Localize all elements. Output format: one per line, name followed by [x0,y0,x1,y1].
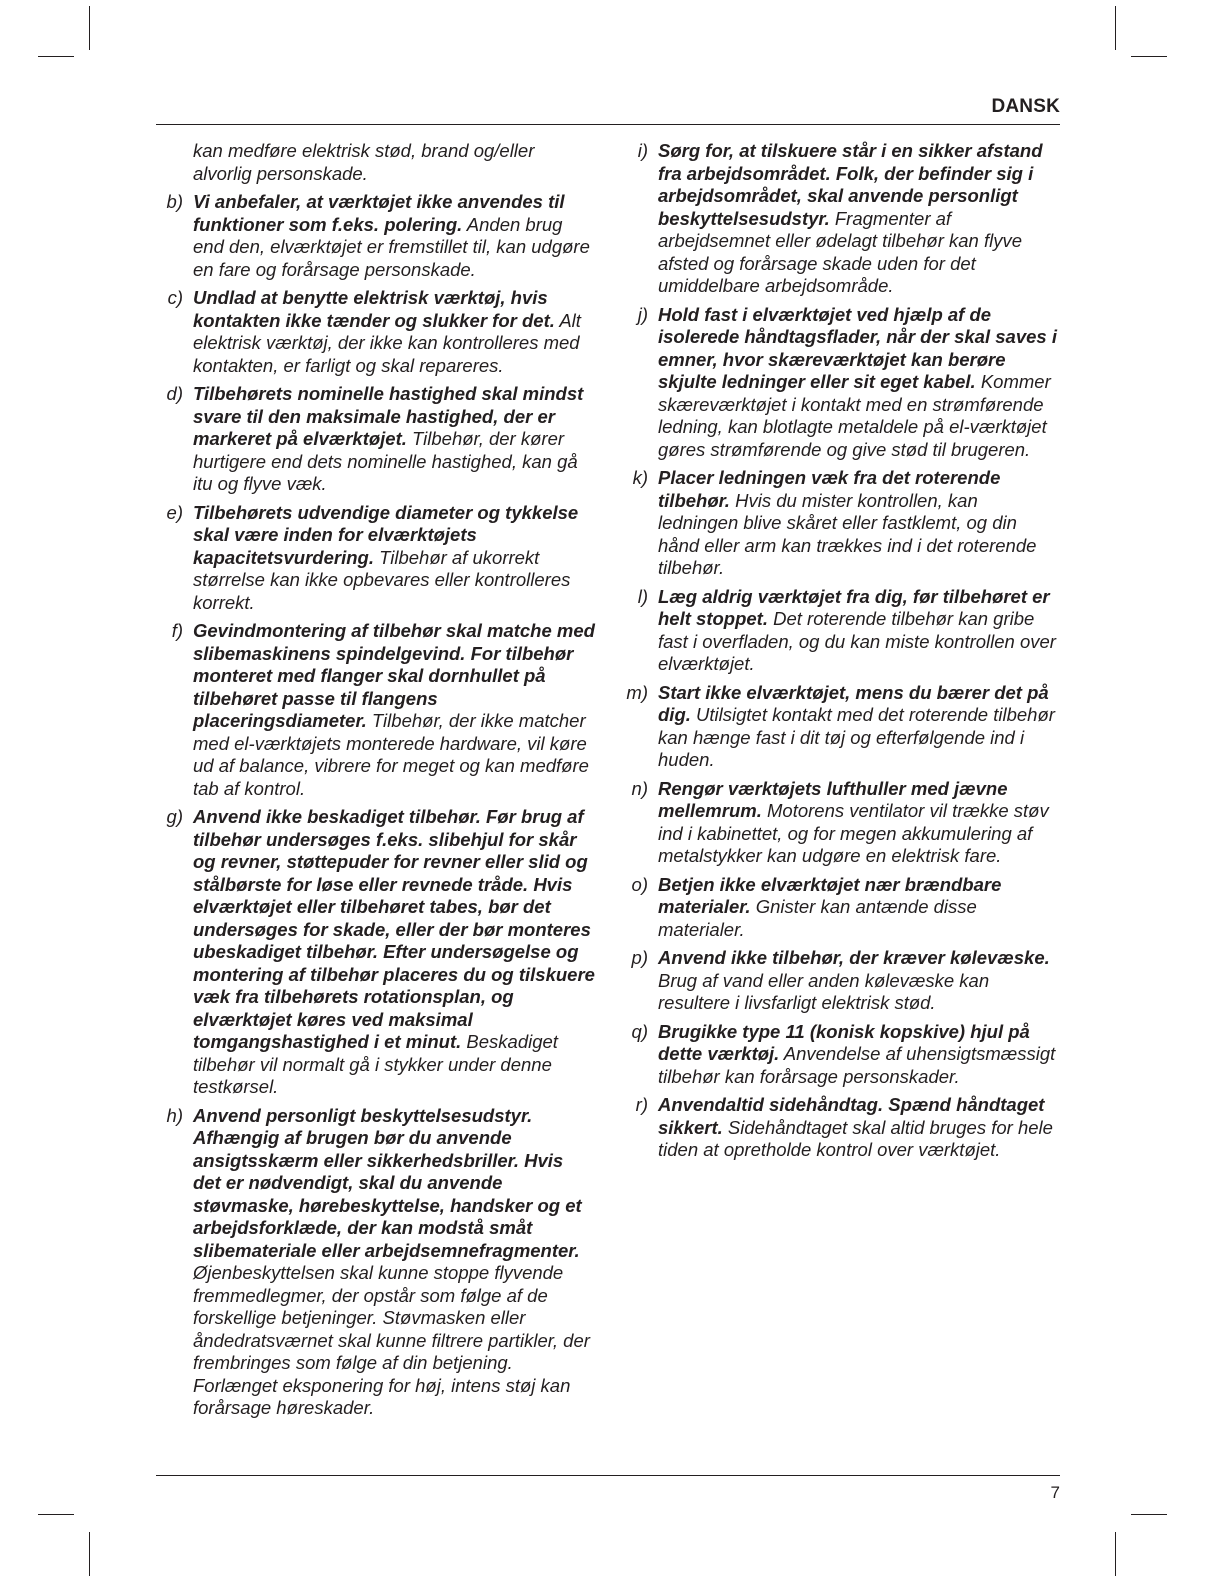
page-number: 7 [1050,1483,1060,1502]
item-marker: b) [166,191,183,212]
crop-mark [89,6,90,50]
item-normal-text: Motorens ventilator vil trække støv ind i kabinettet, og for megen akkumulering af metalstykker kan udgøre en elektrisk fare. [658,800,1049,866]
item-bold-text: Anvend ikke beskadiget tilbehør. Før brug af tilbehør undersøges f.eks. slibehjul for skår og revner, støttepuder for revner eller slid og stålbørste for løse eller revnede tråde. Hvis elværktøjet eller tilbehøret tabes, bør det undersøges for skade, eller der bør monteres ubeskadiget tilbehør. Efter undersøgelse og montering af tilbehør placeres du og tilskuere væk fra tilbehørets rotationsplan, og elværktøjet køres ved maksimal tomgangshastighed i et minut. [193,806,595,1052]
header-rule [156,124,1060,125]
crop-mark [1131,1514,1167,1515]
item-normal-text: Brug af vand eller anden kølevæske kan resultere i livsfarligt elektrisk stød. [658,969,990,1013]
item-normal-text: Gnister kan antænde disse materialer. [658,896,977,940]
item-marker: m) [626,681,648,703]
item-bold-text: Anvendaltid sidehåndtag. Spænd håndtaget sikkert. [658,1094,1045,1138]
item-bold-text: Placer ledningen væk fra det roterende tilbehør. [658,467,1001,511]
crop-mark [1131,56,1167,57]
item-bold-text: Tilbehørets udvendige diameter og tykkelse skal være inden for elværktøjets kapacitetsvurdering. [193,501,579,568]
item-normal-text: Tilbehør, der kører hurtigere end dets nominelle hastighed, kan gå itu og flyve væk. [193,428,578,494]
item-normal-text: Tilbehør, der ikke matcher med el-værktøjets monterede hardware, vil køre ud af balance, vibrere for meget og kan medføre tab af kontrol. [193,710,589,799]
item-bold-text: Rengør værktøjets lufthuller med jævne mellemrum. [658,777,1008,821]
item-marker: l) [637,585,648,607]
item-marker: c) [167,287,183,308]
item-marker: r) [635,1094,648,1115]
left-column [155,140,595,1426]
list-item [155,806,595,1099]
item-text [658,874,1060,942]
item-bold-text: Hold fast i elværktøjet ved hjælp af de isolerede håndtagsflader, når der skal saves i emner, hvor skæreværktøjet kan berøre skjulte ledninger eller sit eget kabel. [658,303,1057,392]
item-bold-text: Anvend ikke tilbehør, der kræver kølevæske. [658,947,1050,968]
item-normal-text: Sidehåndtaget skal altid bruges for hele tiden at opretholde kontrol over værktøjet. [658,1116,1053,1160]
item-marker: f) [171,620,183,641]
language-header: DANSK [991,96,1060,117]
item-text [658,1021,1060,1089]
list-item [620,1021,1060,1089]
item-text [658,467,1060,580]
item-bold-text: Gevindmontering af tilbehør skal matche med slibemaskinens spindelgevind. For tilbehør monteret med flanger skal dornhullet på tilbehøret passe til flangens placeringsdiameter. [193,620,595,731]
item-normal-text: Kommer skæreværktøjet i kontakt med en strømførende ledning, kan blotlagte metaldele på el-værktøjet gøres strømførende og give stød til brugeren. [658,371,1051,460]
item-bold-text: Læg aldrig værktøjet fra dig, før tilbehøret er helt stoppet. [658,585,1050,629]
list-item [620,304,1060,462]
right-column [620,140,1060,1168]
item-bold-text: Brugikke type 11 (konisk kopskive) hjul på dette værktøj. [658,1020,1030,1064]
item-marker: h) [166,1104,183,1126]
item-normal-text: Anden brug end den, elværktøjet er fremstillet til, kan udgøre en fare og forårsage personskade. [193,213,590,280]
list-item [620,140,1060,298]
item-marker: k) [632,467,648,488]
item-text [193,191,595,281]
item-normal-text: Fragmenter af arbejdsemnet eller ødelagt tilbehør kan flyve afsted og forårsage skade uden for det umiddelbare arbejdsområde. [658,207,1023,296]
item-bold-text: Sørg for, at tilskuere står i en sikker afstand fra arbejdsområdet. Folk, der befinder sig i arbejdsområdet, skal anvende personligt beskyttelsesudstyr. [658,140,1043,229]
item-text [658,304,1060,462]
item-text [658,586,1060,676]
list-item [155,191,595,281]
item-text [193,1105,595,1420]
item-marker: e) [166,501,183,523]
item-bold-text: Undlad at benytte elektrisk værktøj, hvis kontakten ikke tænder og slukker for det. [193,287,555,331]
item-normal-text: Beskadiget tilbehør vil normalt gå i stykker under denne testkørsel. [193,1031,558,1097]
crop-mark [89,1532,90,1576]
list-item [155,287,595,377]
item-text [658,140,1060,298]
list-item [155,383,595,496]
item-text [193,620,595,800]
item-text [658,947,1060,1015]
item-bold-text: Vi anbefaler, at værktøjet ikke anvendes til funktioner som f.eks. polering. [193,191,565,235]
item-bold-text: Tilbehørets nominelle hastighed skal mindst svare til den maksimale hastighed, der er markeret på elværktøjet. [193,383,584,449]
item-marker: d) [166,383,183,404]
item-text [193,502,595,615]
crop-mark [1115,6,1116,50]
item-text [193,383,595,496]
item-bold-text: Betjen ikke elværktøjet nær brændbare materialer. [658,873,1002,917]
item-normal-text: Tilbehør af ukorrekt størrelse kan ikke opbevares eller kontrolleres korrekt. [193,546,571,613]
list-item [155,1105,595,1420]
list-item [620,874,1060,942]
list-item [620,586,1060,676]
item-marker: j) [637,303,648,325]
item-marker: g) [166,806,183,827]
item-marker: p) [631,947,648,968]
item-text [658,682,1060,772]
item-normal-text: Øjenbeskyttelsen skal kunne stoppe flyvende fremmedlegmer, der opstår som følge af de forskellige betjeninger. Støvmasken eller åndedratsværnet skal kunne filtrere partikler, der frembringes som følge af din betjening. Forlænget eksponering for høj, intens støj kan forårsage høreskader. [193,1262,590,1418]
continuation-text: kan medføre elektrisk stød, brand og/eller alvorlig personskade. [193,140,535,184]
list-item [155,502,595,615]
item-marker: i) [637,140,648,161]
item-bold-text: Anvend personligt beskyttelsesudstyr. Afhængig af brugen bør du anvende ansigtsskærm eller sikkerhedsbriller. Hvis det er nødvendigt, skal du anvende støvmaske, hørebeskyttelse, handsker og et arbejdsforklæde, der kan modstå småt slibemateriale eller arbejdsemnefragmenter. [193,1104,582,1261]
item-normal-text: Det roterende tilbehør kan gribe fast i overfladen, og du kan miste kontrollen over elværktøjet. [658,608,1056,674]
list-item [620,467,1060,580]
item-text [193,806,595,1099]
crop-mark [1115,1532,1116,1576]
footer-rule [156,1475,1060,1476]
item-normal-text: Utilsigtet kontakt med det roterende tilbehør kan hænge fast i dit tøj og efterfølgende ind i huden. [658,704,1055,770]
item-marker: n) [631,777,648,799]
item-text [658,1094,1060,1162]
list-item [620,1094,1060,1162]
crop-mark [38,56,74,57]
item-normal-text: Alt elektrisk værktøj, der ikke kan kontrolleres med kontakten, er farligt og skal repareres. [193,309,581,376]
item-text [658,778,1060,868]
item-marker: o) [631,873,648,895]
item-marker: q) [631,1020,648,1042]
item-text [193,287,595,377]
list-item [155,620,595,800]
item-normal-text: Anvendelse af uhensigtsmæssigt tilbehør kan forårsage personskader. [658,1043,1056,1087]
item-bold-text: Start ikke elværktøjet, mens du bærer det på dig. [658,681,1049,725]
list-item [620,778,1060,868]
item-normal-text: Hvis du mister kontrollen, kan ledningen blive skåret eller fastklemt, og din hånd eller arm kan trækkes ind i det roterende tilbehør. [658,489,1037,578]
list-item [620,682,1060,772]
crop-mark [38,1514,74,1515]
list-item [620,947,1060,1015]
